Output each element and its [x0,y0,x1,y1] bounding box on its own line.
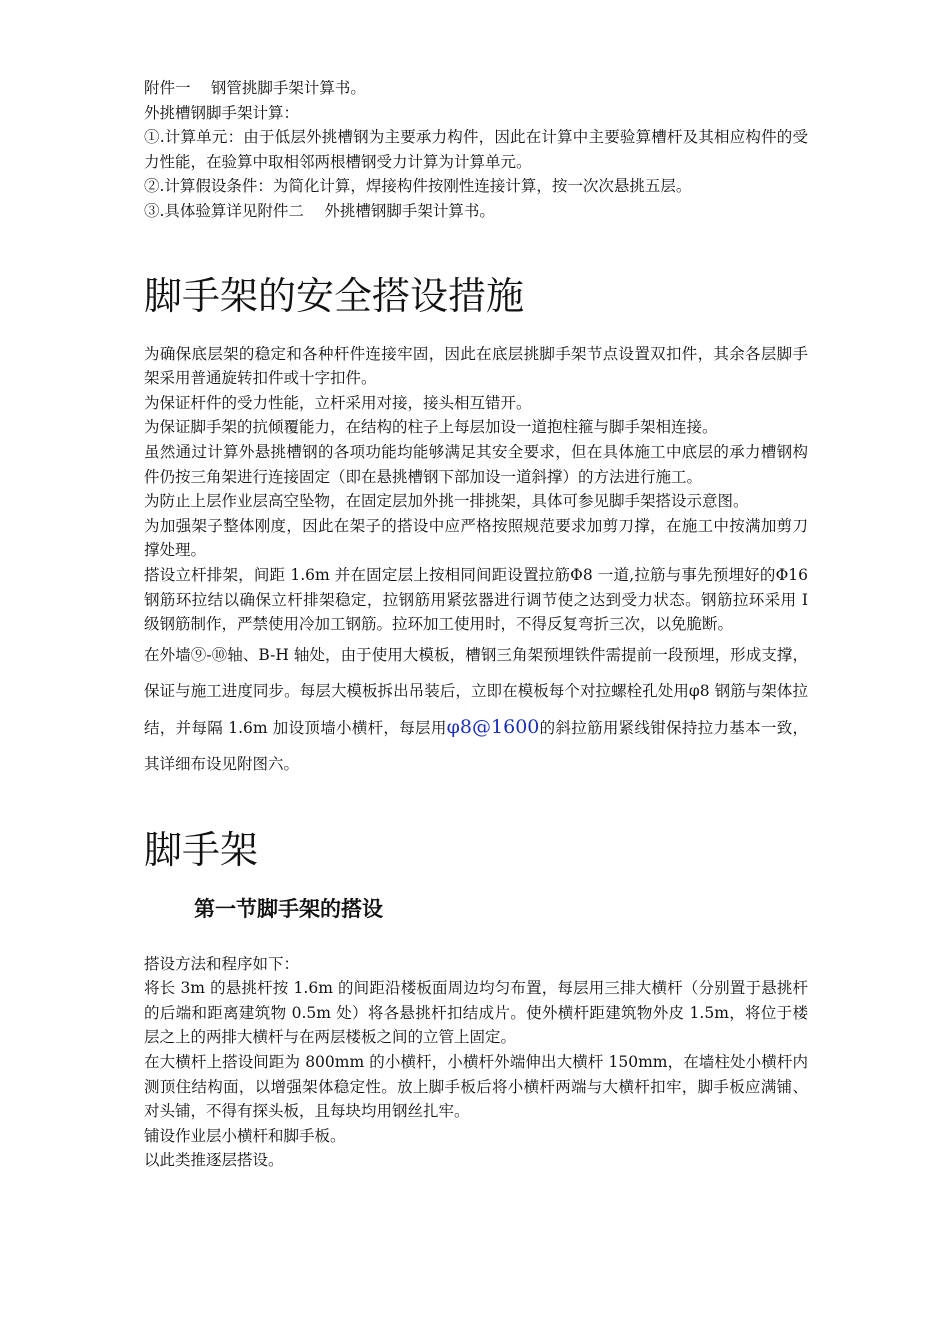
section-1-paragraph: 搭设立杆排架，间距 1.6m 并在固定层上按相同间距设置拉筋Φ8 一道,拉筋与事先预埋好的Φ16 钢筋环拉结以确保立杆排架稳定，拉钢筋用紧弦器进行调节使之达到受力状态。钢筋拉环采用 I 级钢筋制作，严禁使用冷加工钢筋。拉环加工使用时，不得反复弯折三次，以免脆断。 [144,565,808,634]
section-2-paragraph: 铺设作业层小横杆和脚手板。 [144,1126,346,1145]
document-page [144,76,808,1173]
section-2-subheading: 第一节脚手架的搭设 [194,896,383,921]
section-2-heading: 脚手架 [144,827,259,872]
intro-line-4: ②.计算假设条件：为简化计算，焊接构件按刚性连接计算，按一次次悬挑五层。 [144,177,692,196]
section-2-paragraph: 以此类推逐层搭设。 [144,1151,284,1170]
section-2-paragraph: 在大横杆上搭设间距为 800mm 的小横杆，小横杆外端伸出大横杆 150mm，在墙柱处小横杆内测顶住结构面，以增强架体稳定性。放上脚手板后将小横杆两端与大横杆扣牢，脚手板应满铺、对头铺，不得有探头板，且每块均用钢丝扎牢。 [144,1053,808,1121]
rebar-text-a: 在外墙⑨-⑩轴、B-H 轴处，由于使用大模板，槽钢三角架预埋铁件需提前一段预埋，形成支撑，保证与施工进度同步。每层大模板拆出吊装后，立即在模板每个对拉螺栓孔处用φ8 钢筋与架体拉结，并每隔 1.6m 加设顶墙小横杆，每层用 [144,645,808,737]
section-1-paragraph: 为防止上层作业层高空坠物，在固定层加外挑一排挑架，具体可参见脚手架搭设示意图。 [144,492,749,511]
section-1-paragraph: 为保证杆件的受力性能，立杆采用对接，接头相互错开。 [144,393,532,412]
section-1-paragraph: 为保证脚手架的抗倾覆能力，在结构的柱子上每层加设一道抱柱箍与脚手架相连接。 [144,418,718,437]
intro-line-5: ③.具体验算详见附件二 外挑槽钢脚手架计算书。 [144,201,495,220]
intro-line-2: 外挑槽钢脚手架计算： [144,103,300,122]
section-1-paragraph: 为确保底层架的稳定和各种杆件连接牢固，因此在底层挑脚手架节点设置双扣件，其余各层脚手架采用普通旋转扣件或十字扣件。 [144,344,808,388]
section-1-heading: 脚手架的安全搭设措施 [144,273,525,318]
section-2-paragraph: 搭设方法和程序如下： [144,954,300,973]
intro-line-3: ①.计算单元：由于低层外挑槽钢为主要承力构件，因此在计算中主要验算槽杆及其相应构件的受力性能，在验算中取相邻两根槽钢受力计算为计算单元。 [144,128,808,171]
section-1-paragraph: 虽然通过计算外悬挑槽钢的各项功能均能够满足其安全要求，但在具体施工中底层的承力槽钢构件仍按三角架进行连接固定（即在悬挑槽钢下部加设一道斜撑）的方法进行施工。 [144,442,808,486]
rebar-spec: φ8@1600 [446,715,540,738]
section-1-paragraph-rebar [144,637,808,782]
rebar-text-b: 的斜拉筋用紧线钳保持拉力基本一致，其详细布设见附图六。 [144,718,808,773]
section-1-paragraph: 为加强架子整体刚度，因此在架子的搭设中应严格按照规范要求加剪刀撑，在施工中按满加剪刀撑处理。 [144,516,808,560]
intro-line-1: 附件一 钢管挑脚手架计算书。 [144,79,366,97]
section-2-paragraph: 将长 3m 的悬挑杆按 1.6m 的间距沿楼板面周边均匀布置，每层用三排大横杆（分别置于悬挑杆的后端和距离建筑物 0.5m 处）将各悬挑杆扣结成片。使外横杆距建筑物外皮 1.5m，将位于楼层之上的两排大横杆与在两层楼板之间的立管上固定。 [144,979,808,1047]
